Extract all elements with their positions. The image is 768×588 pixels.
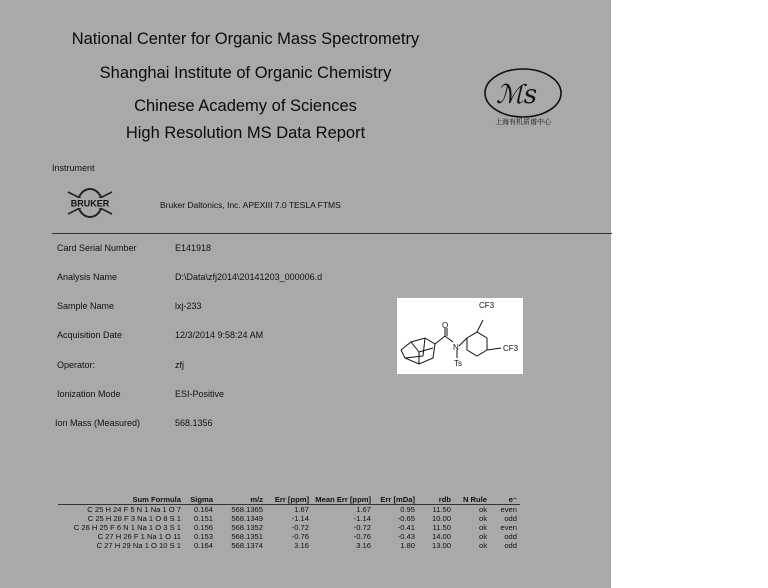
cell-n-rule: ok — [478, 532, 487, 541]
cell-sigma: 0.164 — [193, 541, 213, 550]
cell-formula: C 27 H 29 Na 1 O 10 S 1 — [96, 541, 181, 550]
atom-o: O — [442, 321, 449, 330]
chemical-structure — [397, 298, 523, 374]
cell-formula: C 27 H 26 F 1 Na 1 O 11 — [97, 532, 181, 541]
cell-electrons: odd — [504, 514, 517, 523]
field-label-ionization-mode: Ionization Mode — [57, 389, 121, 399]
cell-mean-err: -0.76 — [353, 532, 371, 541]
smsc-logo — [478, 66, 568, 128]
cell-n-rule: ok — [478, 541, 487, 550]
col-err-mda: Err [mDa] — [380, 495, 415, 504]
cell-err-mda: 0.95 — [400, 505, 415, 514]
cell-electrons: odd — [504, 532, 517, 541]
bruker-wordmark: BRUKER — [70, 198, 110, 209]
cell-mz: 568.1365 — [231, 505, 263, 514]
table-row — [58, 541, 520, 550]
cell-electrons: odd — [504, 541, 517, 550]
cell-sigma: 0.153 — [193, 532, 213, 541]
cell-err-ppm: -1.14 — [291, 514, 309, 523]
table-row — [58, 532, 520, 541]
cell-electrons: even — [500, 505, 517, 514]
cell-electrons: even — [500, 523, 517, 532]
cell-mz: 568.1349 — [231, 514, 263, 523]
col-sigma: Sigma — [190, 495, 213, 504]
divider — [52, 233, 612, 234]
cell-rdb: 14.00 — [431, 532, 451, 541]
cell-mean-err: 3.16 — [356, 541, 371, 550]
field-label-acquisition-date: Acquisition Date — [57, 330, 123, 340]
results-header-row — [58, 495, 520, 505]
cell-err-mda: 1.80 — [400, 541, 415, 550]
field-value-card-serial: E141918 — [175, 243, 212, 253]
col-n-rule: N Rule — [462, 495, 487, 504]
table-row — [58, 514, 520, 523]
cell-err-ppm: 1.67 — [294, 505, 309, 514]
cell-mz: 568.1352 — [231, 523, 263, 532]
cell-mz: 568.1374 — [231, 541, 263, 550]
header-line-1: National Center for Organic Mass Spectrometry — [71, 30, 420, 48]
svg-text:ℳs: ℳs — [496, 80, 538, 110]
col-mean-err: Mean Err [ppm] — [315, 495, 371, 504]
field-label-operator: Operator: — [57, 360, 96, 370]
field-label-analysis-name: Analysis Name — [57, 272, 118, 282]
group-ts: Ts — [454, 359, 462, 368]
cell-n-rule: ok — [478, 505, 487, 514]
cell-err-mda: -0.41 — [397, 523, 415, 532]
cell-rdb: 10.00 — [431, 514, 451, 523]
col-sum-formula: Sum Formula — [132, 495, 181, 504]
cell-mean-err: -0.72 — [353, 523, 371, 532]
field-label-card-serial: Card Serial Number — [57, 243, 137, 253]
report-title: High Resolution MS Data Report — [125, 124, 366, 142]
field-value-sample-name: lxj-233 — [175, 301, 202, 311]
cell-n-rule: ok — [478, 523, 487, 532]
cell-sigma: 0.164 — [193, 505, 213, 514]
group-cf3-top: CF3 — [479, 301, 495, 310]
field-label-sample-name: Sample Name — [57, 301, 115, 311]
group-cf3-right: CF3 — [503, 344, 519, 353]
cell-n-rule: ok — [478, 514, 487, 523]
field-label-ion-mass: Ion Mass (Measured) — [55, 418, 141, 428]
field-value-acquisition-date: 12/3/2014 9:58:24 AM — [175, 330, 264, 340]
cell-sigma: 0.151 — [193, 514, 213, 523]
header-line-3: Chinese Academy of Sciences — [134, 97, 357, 115]
results-table — [58, 495, 520, 550]
cell-err-ppm: -0.72 — [291, 523, 309, 532]
field-value-operator: zfj — [175, 360, 184, 370]
bruker-logo — [60, 186, 120, 220]
col-mz: m/z — [250, 495, 263, 504]
cell-rdb: 11.50 — [432, 505, 451, 514]
col-rdb: rdb — [438, 495, 451, 504]
cell-err-mda: -0.43 — [397, 532, 415, 541]
field-value-ionization-mode: ESI-Positive — [175, 389, 225, 399]
col-electrons: e⁻ — [508, 495, 517, 504]
cell-mean-err: 1.67 — [356, 505, 371, 514]
table-row — [58, 505, 520, 515]
cell-rdb: 13.00 — [431, 541, 451, 550]
cell-err-ppm: -0.76 — [291, 532, 309, 541]
cell-err-ppm: 3.16 — [294, 541, 309, 550]
header-line-2: Shanghai Institute of Organic Chemistry — [99, 64, 392, 82]
instrument-description: Bruker Daltonics, Inc. APEXIII 7.0 TESLA FTMS — [160, 200, 341, 210]
logo-caption: 上海有机质谱中心 — [495, 118, 551, 126]
cell-mean-err: -1.14 — [353, 514, 371, 523]
cell-sigma: 0.156 — [193, 523, 213, 532]
cell-formula: C 26 H 25 F 6 N 1 Na 1 O 3 S 1 — [73, 523, 181, 532]
cell-err-mda: -0.65 — [397, 514, 415, 523]
atom-n: N — [453, 343, 459, 352]
col-err-ppm: Err [ppm] — [274, 495, 309, 504]
cell-mz: 568.1351 — [231, 532, 263, 541]
field-value-analysis-name: D:\Data\zfj2014\20141203_000006.d — [175, 272, 323, 282]
cell-formula: C 25 H 24 F 5 N 1 Na 1 O 7 — [87, 505, 181, 514]
instrument-label: Instrument — [52, 163, 95, 173]
field-value-ion-mass: 568.1356 — [175, 418, 213, 428]
table-row — [58, 523, 520, 532]
cell-rdb: 11.50 — [432, 523, 451, 532]
cell-formula: C 25 H 28 F 3 Na 1 O 8 S 1 — [87, 514, 181, 523]
